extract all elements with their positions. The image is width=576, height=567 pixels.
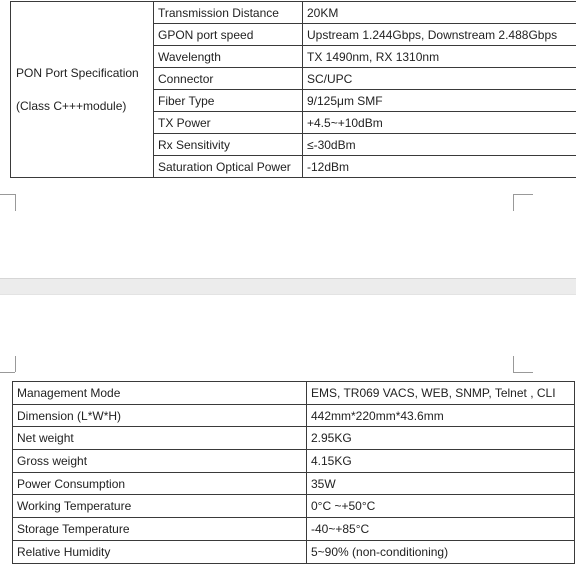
value-cell: TX 1490nm, RX 1310nm <box>303 46 576 68</box>
value-cell: ≤-30dBm <box>303 134 576 156</box>
page-break-separator <box>0 278 576 295</box>
param-cell: Power Consumption <box>13 472 307 495</box>
param-cell: TX Power <box>154 112 303 134</box>
param-cell: Saturation Optical Power <box>154 156 303 178</box>
crop-mark <box>0 194 15 195</box>
param-cell: Rx Sensitivity <box>154 134 303 156</box>
param-cell: Storage Temperature <box>13 518 307 541</box>
value-cell: -40~+85°C <box>307 518 575 541</box>
table-row <box>13 427 575 450</box>
param-cell: Connector <box>154 68 303 90</box>
table-row <box>13 540 575 563</box>
param-cell: GPON port speed <box>154 24 303 46</box>
value-cell: 5~90% (non-conditioning) <box>307 540 575 563</box>
value-cell: 2.95KG <box>307 427 575 450</box>
value-cell: 35W <box>307 472 575 495</box>
pon-port-spec-label <box>11 2 154 178</box>
table-row <box>11 2 576 24</box>
crop-mark <box>513 372 533 373</box>
crop-mark <box>513 194 533 195</box>
table-row <box>13 382 575 405</box>
param-cell: Fiber Type <box>154 90 303 112</box>
value-cell: 442mm*220mm*43.6mm <box>307 404 575 427</box>
crop-mark <box>15 356 16 372</box>
param-cell: Net weight <box>13 427 307 450</box>
table-row <box>13 472 575 495</box>
table-row <box>13 450 575 473</box>
param-cell: Working Temperature <box>13 495 307 518</box>
general-spec-table <box>12 381 575 564</box>
param-cell: Wavelength <box>154 46 303 68</box>
value-cell: 20KM <box>303 2 576 24</box>
param-cell: Dimension (L*W*H) <box>13 404 307 427</box>
table-row <box>13 518 575 541</box>
value-cell: -12dBm <box>303 156 576 178</box>
table-row <box>13 495 575 518</box>
value-cell: Upstream 1.244Gbps, Downstream 2.488Gbps <box>303 24 576 46</box>
value-cell: EMS, TR069 VACS, WEB, SNMP, Telnet , CLI <box>307 382 575 405</box>
value-cell: 9/125μm SMF <box>303 90 576 112</box>
spec-label-class: (Class C+++module) <box>16 99 127 113</box>
crop-mark <box>0 372 15 373</box>
value-cell: +4.5~+10dBm <box>303 112 576 134</box>
crop-mark <box>513 356 514 372</box>
param-cell: Management Mode <box>13 382 307 405</box>
value-cell: SC/UPC <box>303 68 576 90</box>
table-row <box>13 404 575 427</box>
pon-port-spec-table <box>10 1 576 178</box>
value-cell: 0°C ~+50°C <box>307 495 575 518</box>
param-cell: Transmission Distance <box>154 2 303 24</box>
value-cell: 4.15KG <box>307 450 575 473</box>
spec-label-title: PON Port Specification <box>16 66 139 80</box>
param-cell: Relative Humidity <box>13 540 307 563</box>
crop-mark <box>513 194 514 211</box>
crop-mark <box>15 194 16 211</box>
param-cell: Gross weight <box>13 450 307 473</box>
